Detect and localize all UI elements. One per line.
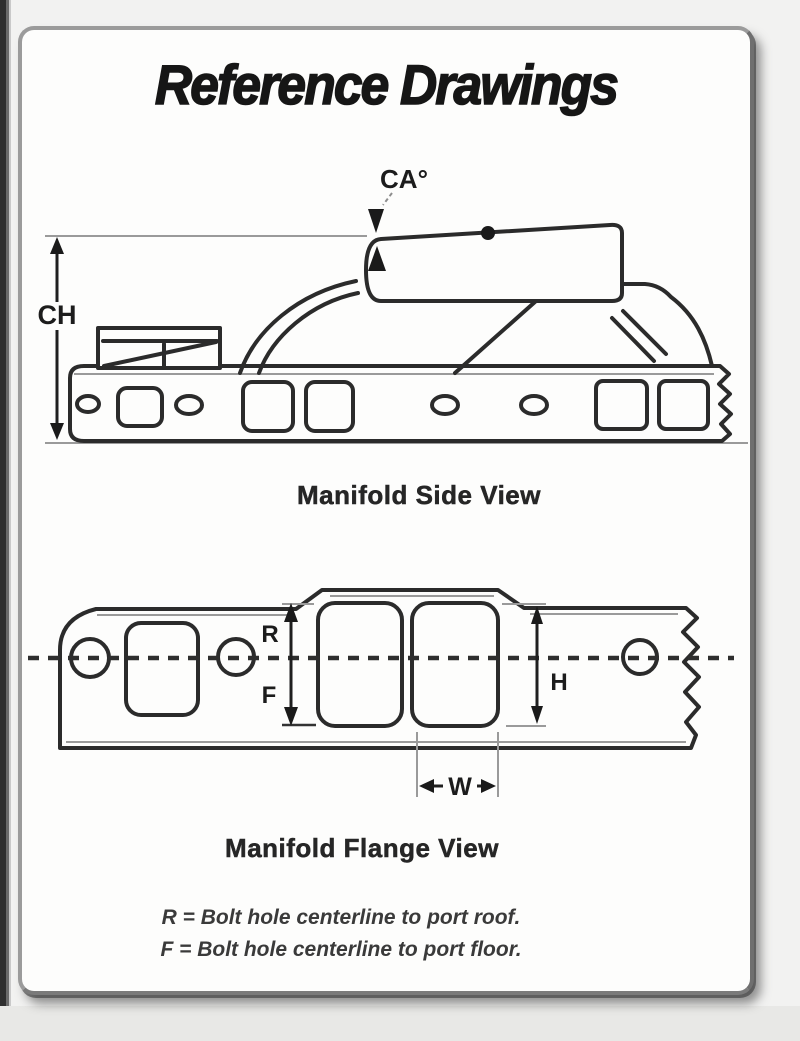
- side-view-caption: Manifold Side View: [296, 480, 541, 510]
- port-small: [126, 623, 198, 715]
- page-title: Reference Drawings: [154, 53, 618, 116]
- port-opening: [596, 381, 647, 429]
- manifold-base-flange: [70, 366, 731, 441]
- carburetor-pad: [366, 225, 622, 301]
- pad-stud-dot: [481, 226, 495, 240]
- legend: [0, 902, 705, 966]
- f-label: F: [261, 682, 277, 709]
- legend-line-r: R = Bolt hole centerline to port roof.: [161, 906, 521, 929]
- water-neck-boss: [98, 328, 220, 368]
- port-opening: [243, 382, 293, 431]
- bolt-hole: [521, 396, 547, 414]
- r-label: R: [261, 621, 279, 648]
- bolt-hole: [432, 396, 458, 414]
- bolt-hole: [176, 396, 202, 414]
- manifold-side-view-drawing: [32, 155, 756, 485]
- port-opening: [306, 382, 353, 431]
- h-label: H: [550, 669, 568, 696]
- port-opening: [118, 388, 162, 426]
- reference-drawings-page: [18, 26, 754, 995]
- ca-label: CA°: [380, 164, 428, 194]
- port-opening: [659, 381, 708, 429]
- manifold-flange-view-drawing: [22, 560, 750, 812]
- port-large: [412, 603, 498, 726]
- bolt-hole: [77, 396, 99, 412]
- photo-bottom-edge: [0, 1006, 800, 1041]
- ch-label: CH: [37, 300, 77, 330]
- port-large: [318, 603, 402, 726]
- w-label: W: [448, 773, 472, 801]
- flange-view-caption: Manifold Flange View: [225, 833, 499, 863]
- legend-line-f: F = Bolt hole centerline to port floor.: [160, 938, 522, 961]
